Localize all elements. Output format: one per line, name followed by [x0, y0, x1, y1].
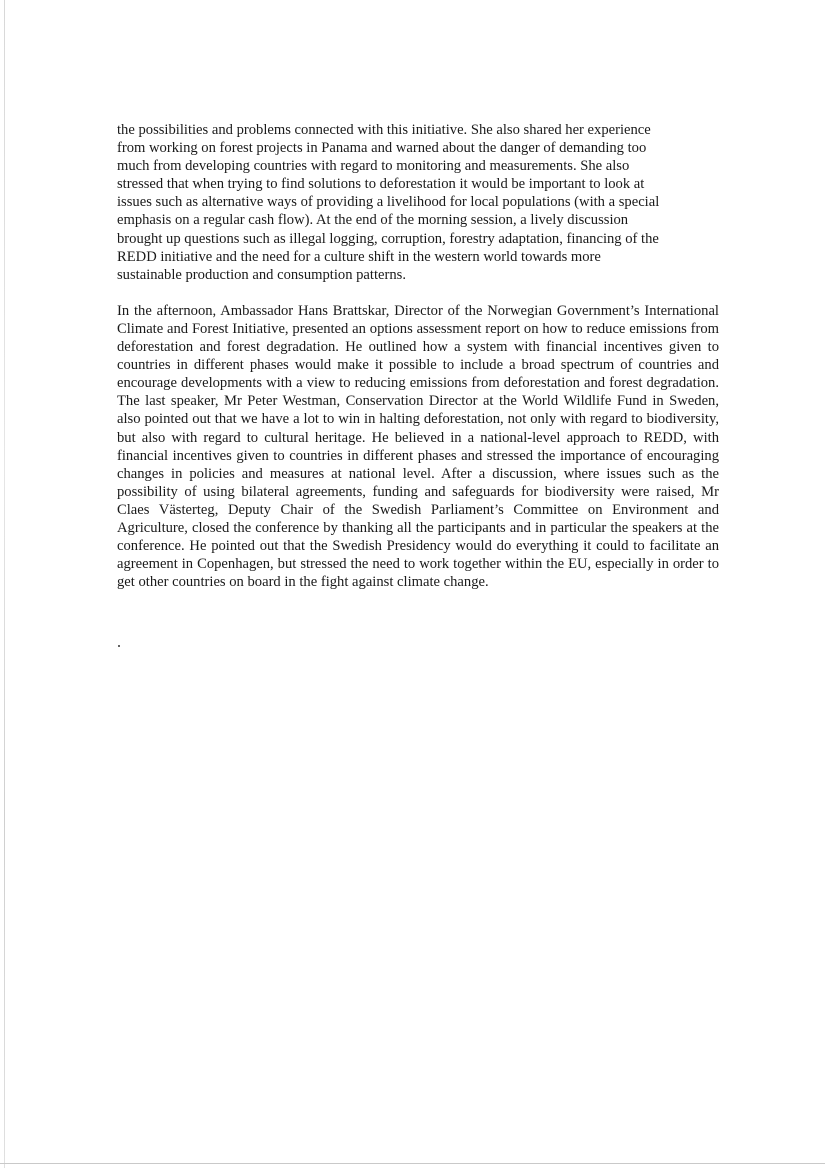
paragraph-afternoon-session: In the afternoon, Ambassador Hans Brattskar, Director of the Norwegian Government’s International Climate and Forest Initiative, presented an options assessment report on how to reduce emissions from deforestation and forest degradation. He outlined how a system with financial incentives given to countries in different phases would make it possible to include a broad spectrum of countries and encourage developments with a view to reducing emissions from deforestation and forest degradation. The last speaker, Mr Peter Westman, Conservation Director at the World Wildlife Fund in Sweden, also pointed out that we have a lot to win in halting deforestation, not only with regard to biodiversity, but also with regard to cultural heritage. He believed in a national-level approach to REDD, with financial incentives given to countries in different phases and stressed the importance of encouraging changes in policies and measures at national level. After a discussion, where issues such as the possibility of using bilateral agreements, funding and safeguards for biodiversity were raised, Mr Claes Västerteg, Deputy Chair of the Swedish Parliament’s Committee on Environment and Agriculture, closed the conference by thanking all the participants and in particular the speakers at the conference. He pointed out that the Swedish Presidency would do everything it could to facilitate an agreement in Copenhagen, but stressed the need to work together within the EU, especially in order to get other countries on board in the fight against climate change. — [117, 302, 719, 591]
stray-dot-mark — [118, 645, 120, 647]
text-line: from working on forest projects in Panama and warned about the danger of demanding too — [117, 140, 647, 157]
text-line: issues such as alternative ways of providing a livelihood for local populations (with a special — [117, 194, 660, 211]
text-line: stressed that when trying to find solutions to deforestation it would be important to look at — [117, 176, 645, 193]
text-line: emphasis on a regular cash flow). At the end of the morning session, a lively discussion — [117, 212, 629, 229]
text-line: brought up questions such as illegal logging, corruption, forestry adaptation, financing of the — [117, 230, 659, 247]
text-line: the possibilities and problems connected with this initiative. She also shared her experience — [117, 122, 651, 138]
paragraph-morning-session — [117, 121, 719, 284]
document-body — [117, 121, 719, 591]
scan-edge-bottom — [0, 1163, 825, 1164]
text-line: REDD initiative and the need for a culture shift in the western world towards more — [117, 248, 601, 265]
text-line: sustainable production and consumption patterns. — [117, 266, 406, 283]
scan-edge-left — [4, 0, 5, 1168]
text-line: much from developing countries with regard to monitoring and measurements. She also — [117, 158, 630, 175]
